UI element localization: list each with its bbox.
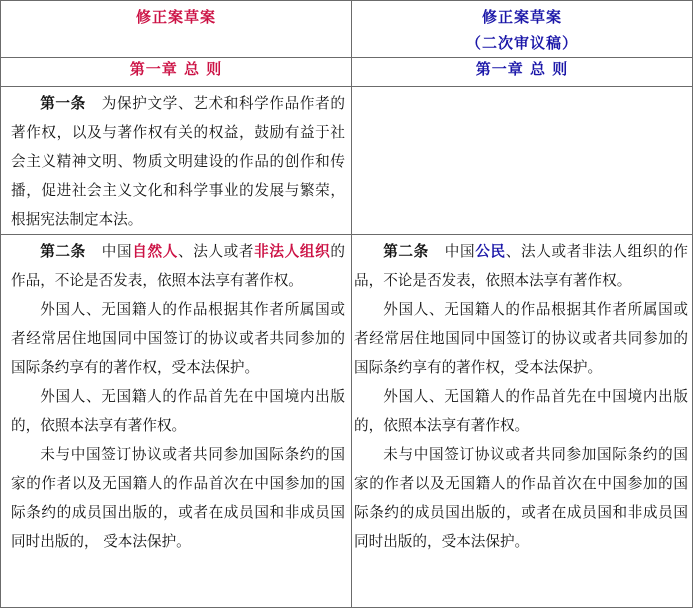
article2-right-p3: 外国人、无国籍人的作品首先在中国境内出版的，依照本法享有著作权。 <box>354 388 688 434</box>
right-column-title: 修正案草案 <box>481 8 562 26</box>
highlight-natural-person: 自然人 <box>132 243 178 260</box>
article-number: 第二条 <box>383 243 429 260</box>
right-column-subtitle: （二次审议稿） <box>465 34 578 52</box>
text-fragment: 中国 <box>101 243 133 260</box>
chapter-row <box>1 58 693 87</box>
text-fragment: 、法人或者非法人组织的作品，不论是否发表，依照本法享有著作权。 <box>354 243 688 289</box>
article1-left-paragraph <box>11 89 345 234</box>
article2-right-p4: 未与中国签订协议或者共同参加国际条约的国家的作者以及无国籍人的作品首次在中国参加的国际条约的成员国出版的，或者在成员国和非成员国同时出版的，受本法保护。 <box>354 446 688 550</box>
text-fragment: 、法人或者 <box>177 243 255 260</box>
highlight-citizen: 公民 <box>475 243 506 260</box>
text-fragment: 中国 <box>444 243 476 260</box>
highlight-unincorporated-org: 非法人组织 <box>254 243 331 260</box>
article2-right-p2: 外国人、无国籍人的作品根据其作者所属国或者经常居住地国同中国签订的协议或者共同参加的国际条约享有的著作权，受本法保护。 <box>354 301 688 376</box>
article2-left-p1 <box>11 237 345 295</box>
header-row <box>1 1 693 58</box>
article2-left-p4: 未与中国签订协议或者共同参加国际条约的国家的作者以及无国籍人的作品首次在中国参加的国际条约的成员国出版的，或者在成员国和非成员国同时出版的， 受本法保护。 <box>11 446 345 550</box>
header-left-cell <box>1 1 352 58</box>
chapter-left-title: 第一章 总 则 <box>129 60 223 78</box>
article2-right-cell <box>352 235 693 608</box>
article-number: 第一条 <box>40 95 86 112</box>
article1-row <box>1 87 693 235</box>
article-number: 第二条 <box>40 243 86 260</box>
text-fragment: 的作品，不论是否发表，依照本法享有著作权。 <box>11 243 345 289</box>
chapter-right-title: 第一章 总 则 <box>475 60 569 78</box>
article1-left-cell <box>1 87 352 235</box>
article2-left-p2: 外国人、无国籍人的作品根据其作者所属国或者经常居住地国同中国签订的协议或者共同参加的国际条约享有的著作权，受本法保护。 <box>11 301 345 376</box>
article2-row <box>1 235 693 608</box>
chapter-right-cell <box>352 58 693 87</box>
article-text: 为保护文学、艺术和科学作品作者的著作权，以及与著作权有关的权益，鼓励有益于社会主义精神文明、物质文明建设的作品的创作和传播，促进社会主义文化和科学事业的发展与繁荣，根据宪法制定本法。 <box>11 95 345 228</box>
article2-left-p3: 外国人、无国籍人的作品首先在中国境内出版的，依照本法享有著作权。 <box>11 388 345 434</box>
header-right-cell <box>352 1 693 58</box>
article2-left-cell <box>1 235 352 608</box>
left-column-title: 修正案草案 <box>135 8 216 26</box>
article1-right-cell <box>352 87 693 235</box>
article2-right-p1 <box>354 237 688 295</box>
chapter-left-cell <box>1 58 352 87</box>
